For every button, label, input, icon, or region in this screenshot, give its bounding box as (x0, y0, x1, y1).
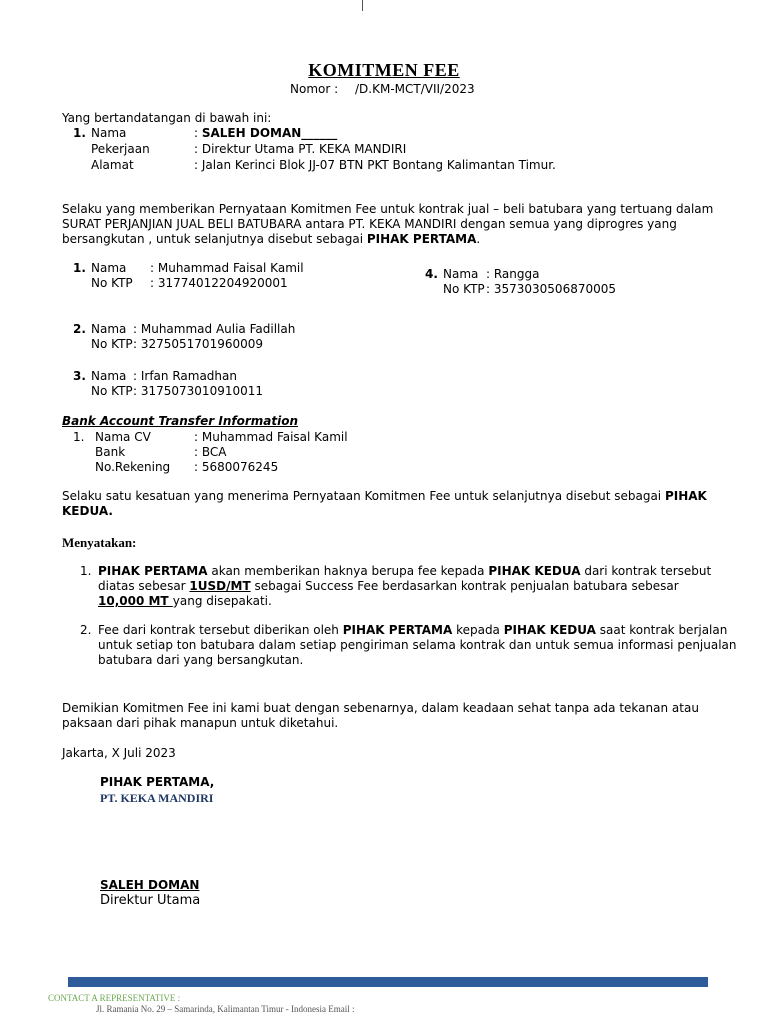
signature-position: Direktur Utama (100, 893, 201, 908)
statement2-line2: KEDUA. (62, 504, 113, 518)
bank-cv-value: : Muhammad Faisal Kamil (194, 430, 348, 444)
signatory-address-value: : Jalan Kerinci Blok JJ-07 BTN PKT Bontang Kalimantan Timur. (194, 158, 556, 172)
point1-line1 (98, 564, 711, 579)
party2-name: : Muhammad Aulia Fadillah (133, 322, 296, 336)
bank-account-value: : 5680076245 (194, 460, 279, 474)
contract-volume: 10,000 MT (98, 594, 173, 608)
point1-line3 (98, 594, 272, 609)
point2-line1 (98, 623, 727, 638)
party3-ktp: : 3175073010910011 (133, 384, 264, 398)
party2-ktp: : 3275051701960009 (133, 337, 264, 351)
party4-ktp: : 3573030506870005 (486, 282, 617, 296)
closing-line2: paksaan dari pihak manapun untuk diketahui. (62, 716, 339, 730)
signature-party: PIHAK PERTAMA, (100, 775, 215, 789)
party2-name-label: Nama (91, 322, 127, 336)
statement2-text: Selaku satu kesatuan yang menerima Pernyataan Komitmen Fee untuk selanjutnya disebut sebagai (62, 489, 665, 503)
point2-text: saat kontrak berjalan (595, 623, 728, 637)
party1-name: : Muhammad Faisal Kamil (150, 261, 304, 275)
party1-number: 1. (73, 261, 86, 275)
signature-name: SALEH DOMAN (100, 878, 200, 892)
signatory-number: 1. (73, 126, 86, 140)
point1-line2 (98, 579, 679, 594)
signatory-name-value (194, 126, 337, 141)
colon: : (194, 126, 202, 140)
pihak-kedua-term: PIHAK KEDUA (503, 623, 596, 637)
footer-bar (68, 977, 708, 987)
statement1-period: . (476, 232, 481, 246)
nomor-label: Nomor : (290, 82, 339, 96)
party1-ktp-label: No KTP (91, 276, 133, 290)
party4-name: : Rangga (486, 267, 540, 281)
document-title: KOMITMEN FEE (308, 60, 460, 80)
statement2-line1 (62, 489, 707, 504)
signatory-job-label: Pekerjaan (91, 142, 150, 156)
statement1-line1: Selaku yang memberikan Pernyataan Komitmen Fee untuk kontrak jual – beli batubara yang tertuang dalam (62, 202, 714, 216)
point1-text: dari kontrak tersebut (580, 564, 712, 578)
point1-text: diatas sebesar (98, 579, 190, 593)
point1-text: yang disepakati. (172, 594, 272, 608)
point1-number: 1. (80, 564, 92, 578)
pihak-pertama-term: PIHAK PERTAMA (98, 564, 208, 578)
intro-text: Yang bertandatangan di bawah ini: (62, 111, 272, 125)
point2-text: kepada (452, 623, 504, 637)
closing-line1: Demikian Komitmen Fee ini kami buat dengan sebenarnya, dalam keadaan sehat tanpa ada tekanan atau (62, 701, 699, 715)
point2-line3: batubara dari yang bersangkutan. (98, 653, 304, 667)
menyatakan-heading: Menyatakan: (62, 535, 137, 550)
statement1-text: bersangkutan , untuk selanjutnya disebut sebagai (62, 232, 367, 246)
point2-text: Fee dari kontrak tersebut diberikan oleh (98, 623, 343, 637)
point1-text: sebagai Success Fee berdasarkan kontrak penjualan batubara sebesar (250, 579, 679, 593)
point2-line2: untuk setiap ton batubara dalam setiap pengiriman selama kontrak dan untuk semua informasi penjualan (98, 638, 737, 652)
pihak-kedua-term: PIHAK KEDUA (488, 564, 581, 578)
party2-ktp-label: No KTP (91, 337, 133, 351)
party1-name-label: Nama (91, 261, 127, 275)
footer-contact: CONTACT A REPRESENTATIVE : (48, 993, 181, 1003)
signature-company: PT. KEKA MANDIRI (100, 791, 214, 805)
bank-name-value: : BCA (194, 445, 227, 459)
text-cursor-mark (362, 0, 363, 11)
party1-ktp: : 31774012204920001 (150, 276, 288, 290)
signatory-job-value: : Direktur Utama PT. KEKA MANDIRI (194, 142, 407, 156)
footer-address: Jl. Ramania No. 29 – Samarinda, Kalimantan Timur - Indonesia Email : (96, 1004, 355, 1014)
point2-number: 2. (80, 623, 92, 637)
party2-number: 2. (73, 322, 86, 336)
pihak-pertama-term: PIHAK PERTAMA (342, 623, 453, 637)
place-date: Jakarta, X Juli 2023 (62, 746, 176, 760)
party4-name-label: Nama (443, 267, 479, 281)
signatory-name: SALEH DOMAN______ (201, 126, 338, 140)
pihak-pertama-term: PIHAK PERTAMA (366, 232, 477, 246)
pihak-term: PIHAK (664, 489, 707, 503)
party4-ktp-label: No KTP (443, 282, 485, 296)
point1-text: akan memberikan haknya berupa fee kepada (207, 564, 489, 578)
signatory-name-label: Nama (91, 126, 127, 140)
party3-number: 3. (73, 369, 86, 383)
party3-name: : Irfan Ramadhan (133, 369, 237, 383)
party3-ktp-label: No KTP (91, 384, 133, 398)
party4-number: 4. (425, 267, 438, 281)
statement1-line2: SURAT PERJANJIAN JUAL BELI BATUBARA antara PT. KEKA MANDIRI dengan semua yang diprogres yang (62, 217, 677, 231)
bank-cv-label: Nama CV (95, 430, 151, 444)
nomor-value: /D.KM-MCT/VII/2023 (355, 82, 475, 96)
bank-number: 1. (73, 430, 85, 444)
party3-name-label: Nama (91, 369, 127, 383)
bank-heading: Bank Account Transfer Information (62, 414, 298, 428)
bank-account-label: No.Rekening (95, 460, 171, 474)
signatory-address-label: Alamat (91, 158, 134, 172)
fee-rate: 1USD/MT (189, 579, 251, 593)
bank-name-label: Bank (95, 445, 126, 459)
statement1-line3 (62, 232, 480, 247)
